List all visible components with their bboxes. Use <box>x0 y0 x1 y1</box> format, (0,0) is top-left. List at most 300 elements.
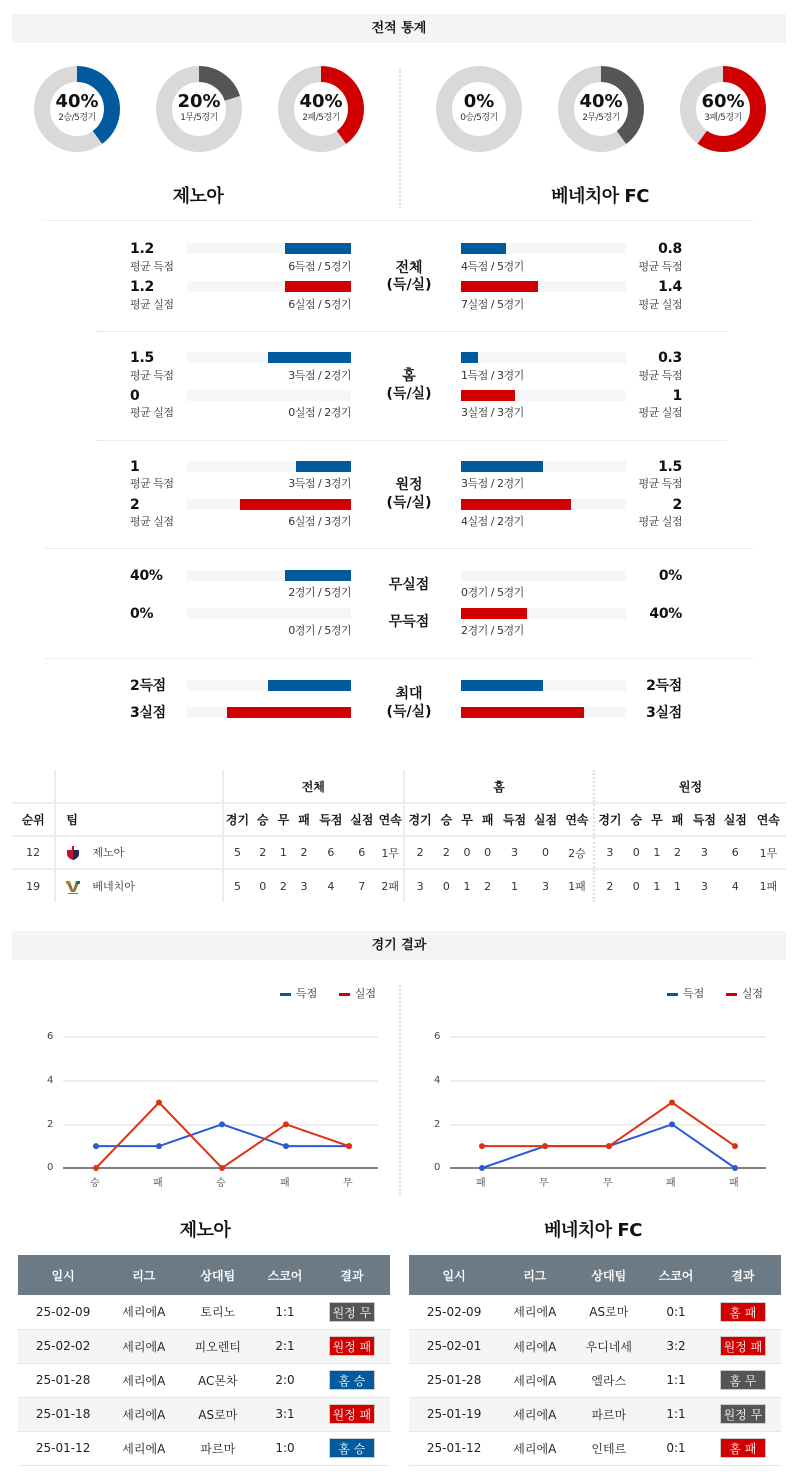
category-label: 최대 <box>395 686 423 702</box>
league: 세리에A <box>499 1397 570 1431</box>
data-point <box>669 1121 675 1127</box>
cell: 3 <box>404 869 435 902</box>
table-row <box>18 1329 390 1363</box>
home-scored-text: 3득점 / 3경기 <box>288 477 351 490</box>
donut-caption: 3패/5경기 <box>704 113 742 123</box>
home-scored-bar <box>268 352 351 363</box>
table-row <box>409 1329 781 1363</box>
y-tick-2: 2 <box>47 1119 54 1130</box>
col-wins: 승 <box>251 803 274 836</box>
category-label: 전체 <box>395 260 423 276</box>
col-rank: 순위 <box>12 803 55 836</box>
home-max-conceded: 3실점 <box>130 705 166 721</box>
score: 0:1 <box>647 1431 705 1465</box>
results-section-header: 경기 결과 <box>12 931 786 960</box>
away-avg-scored: 0.3 <box>658 350 682 366</box>
opponent: 토리노 <box>179 1295 256 1329</box>
away-avg-conceded-label: 평균 실점 <box>638 298 682 311</box>
cell: 1무 <box>377 836 404 869</box>
data-point <box>479 1165 485 1171</box>
home-scored-bar <box>296 461 351 472</box>
home-avg-conceded-label: 평균 실점 <box>130 515 174 528</box>
score: 1:1 <box>647 1397 705 1431</box>
standings-group-header <box>12 770 786 803</box>
away-results-title: 베네치아 FC <box>544 1220 642 1241</box>
away-conceded-text: 4실점 / 2경기 <box>461 515 524 528</box>
standings-table <box>12 770 786 902</box>
home-avg-conceded-label: 평균 실점 <box>130 298 174 311</box>
group-header-away: 원정 <box>594 770 786 803</box>
date: 25-02-09 <box>18 1295 108 1329</box>
data-point <box>346 1143 352 1149</box>
col-date: 일시 <box>18 1255 108 1295</box>
home-avg-conceded: 1.2 <box>130 279 154 295</box>
table-row <box>18 1363 390 1397</box>
table-row <box>12 869 786 902</box>
cell: 0 <box>625 836 648 869</box>
data-point <box>219 1121 225 1127</box>
result-badge: 홈 승 <box>329 1438 375 1458</box>
data-point <box>732 1165 738 1171</box>
divider <box>44 658 754 659</box>
divider <box>96 440 726 441</box>
score: 2:1 <box>256 1329 314 1363</box>
cell: 1무 <box>751 836 786 869</box>
away-max-scored-bar <box>461 680 543 691</box>
home-avg-scored-label: 평균 득점 <box>130 260 174 273</box>
league: 세리에A <box>108 1329 179 1363</box>
opponent: 파르마 <box>179 1431 256 1465</box>
donut-percent: 40% <box>55 91 99 112</box>
data-point <box>732 1143 738 1149</box>
col-score: 스코어 <box>647 1255 705 1295</box>
league: 세리에A <box>108 1295 179 1329</box>
category-label: 홈 <box>402 368 416 384</box>
category-sublabel: (득/실) <box>386 495 432 511</box>
bar-track <box>187 608 351 619</box>
cell: 0 <box>476 836 499 869</box>
y-tick-4: 4 <box>47 1075 54 1086</box>
table-row <box>409 1397 781 1431</box>
away-scored-text: 4득점 / 5경기 <box>461 260 524 273</box>
home-clean-sheet-pct: 40% <box>130 568 163 584</box>
league: 세리에A <box>108 1363 179 1397</box>
home-failed-score-text: 0경기 / 5경기 <box>288 624 351 637</box>
opponent: 파르마 <box>570 1397 647 1431</box>
cell: 0 <box>458 836 477 869</box>
genoa-crest-icon <box>66 845 80 861</box>
cell: 3 <box>300 879 308 893</box>
conceded-line <box>482 1103 735 1147</box>
col-wins: 승 <box>625 803 648 836</box>
opponent: AS로마 <box>179 1397 256 1431</box>
table-row <box>18 1431 390 1465</box>
donut-percent: 40% <box>299 91 343 112</box>
cell: 4 <box>327 879 335 893</box>
data-point <box>219 1165 225 1171</box>
legend-conceded-swatch-icon <box>726 993 737 996</box>
league: 세리에A <box>499 1431 570 1465</box>
data-point <box>93 1143 99 1149</box>
data-point <box>156 1100 162 1106</box>
away-scored-bar <box>461 243 506 254</box>
data-point <box>479 1143 485 1149</box>
results-header-row <box>18 1255 390 1295</box>
col-result: 결과 <box>705 1255 781 1295</box>
cell: 0 <box>442 879 450 893</box>
cell: 6 <box>346 836 377 869</box>
opponent: 인테르 <box>570 1431 647 1465</box>
home-avg-conceded: 0 <box>130 388 140 404</box>
data-point <box>156 1143 162 1149</box>
opponent: 우디네세 <box>570 1329 647 1363</box>
col-losses: 패 <box>666 803 689 836</box>
col-games: 경기 <box>594 803 625 836</box>
y-tick-6: 6 <box>47 1031 54 1042</box>
cell: 2승 <box>561 836 594 869</box>
result-badge: 원정 무 <box>720 1404 766 1424</box>
away-win-donut <box>436 66 522 152</box>
category-label: 원정 <box>395 477 423 493</box>
cell: 1 <box>674 879 682 893</box>
venezia-crest-icon <box>66 879 80 895</box>
away-conceded-bar <box>461 499 571 510</box>
away-scored-bar <box>461 461 543 472</box>
home-conceded-text: 6실점 / 3경기 <box>288 515 351 528</box>
cell: 2패 <box>381 880 399 893</box>
score: 1:0 <box>256 1431 314 1465</box>
cell: 3 <box>499 836 530 869</box>
col-opponent: 상대팀 <box>179 1255 256 1295</box>
date: 25-02-02 <box>18 1329 108 1363</box>
legend-conceded-swatch-icon <box>339 993 350 996</box>
divider <box>44 548 754 549</box>
col-league: 리그 <box>108 1255 179 1295</box>
home-max-scored: 2득점 <box>130 678 166 694</box>
cell: 2 <box>484 879 492 893</box>
y-tick-4: 4 <box>434 1075 441 1086</box>
team-cell <box>55 869 222 902</box>
away-avg-scored: 1.5 <box>658 459 682 475</box>
date: 25-01-28 <box>409 1363 499 1397</box>
away-max-scored: 2득점 <box>646 678 682 694</box>
result-badge: 원정 패 <box>329 1404 375 1424</box>
away-scored-text: 3득점 / 2경기 <box>461 477 524 490</box>
table-row <box>409 1431 781 1465</box>
away-max-conceded: 3실점 <box>646 705 682 721</box>
col-wins: 승 <box>435 803 458 836</box>
home-line-chart <box>0 1020 400 1190</box>
col-games: 경기 <box>404 803 435 836</box>
divider <box>44 220 754 221</box>
x-tick: 패 <box>476 1178 486 1189</box>
category-label-failed-to-score: 무득점 <box>388 614 430 630</box>
home-max-conceded-bar <box>227 707 351 718</box>
result-badge: 원정 무 <box>329 1302 375 1322</box>
donut-caption: 2패/5경기 <box>302 113 340 123</box>
date: 25-02-09 <box>409 1295 499 1329</box>
away-max-conceded-bar <box>461 707 584 718</box>
category-label-clean-sheet: 무실점 <box>388 577 430 593</box>
away-avg-conceded-label: 평균 실점 <box>638 515 682 528</box>
date: 25-02-01 <box>409 1329 499 1363</box>
cell: 1패 <box>759 880 778 893</box>
col-draws: 무 <box>274 803 293 836</box>
rank-cell: 12 <box>12 836 55 869</box>
data-point <box>669 1100 675 1106</box>
away-line-chart <box>400 1020 800 1190</box>
cell: 2 <box>279 879 287 893</box>
home-avg-conceded: 2 <box>130 497 140 513</box>
home-conceded-text: 6실점 / 5경기 <box>288 298 351 311</box>
col-ga: 실점 <box>530 803 561 836</box>
team-cell <box>55 836 222 869</box>
table-row <box>409 1295 781 1329</box>
league: 세리에A <box>499 1329 570 1363</box>
col-ga: 실점 <box>346 803 377 836</box>
away-loss-donut <box>680 66 766 152</box>
standings-column-header <box>12 803 786 836</box>
home-clean-sheet-bar <box>285 570 351 581</box>
chart-legend-away <box>667 985 763 1001</box>
away-avg-conceded: 1 <box>672 388 682 404</box>
cell: 2 <box>594 869 625 902</box>
cell: 1 <box>653 879 661 893</box>
score: 3:2 <box>647 1329 705 1363</box>
cell: 5 <box>223 869 252 902</box>
score: 1:1 <box>647 1363 705 1397</box>
divider <box>96 331 726 332</box>
score: 2:0 <box>256 1363 314 1397</box>
bar-track <box>187 390 351 401</box>
col-streak: 연속 <box>377 803 404 836</box>
home-avg-scored: 1.5 <box>130 350 154 366</box>
opponent: AC몬차 <box>179 1363 256 1397</box>
cell: 3 <box>594 836 625 869</box>
cell: 2 <box>251 836 274 869</box>
date: 25-01-28 <box>18 1363 108 1397</box>
home-results-title: 제노아 <box>179 1220 231 1241</box>
team-name: 베네치아 <box>92 879 135 893</box>
score: 3:1 <box>256 1397 314 1431</box>
away-conceded-text: 7실점 / 5경기 <box>461 298 524 311</box>
league: 세리에A <box>499 1295 570 1329</box>
grid-lines <box>63 1037 378 1168</box>
y-tick-6: 6 <box>434 1031 441 1042</box>
col-draws: 무 <box>648 803 667 836</box>
away-avg-scored-label: 평균 득점 <box>638 477 682 490</box>
y-tick-2: 2 <box>434 1119 441 1130</box>
data-point <box>283 1143 289 1149</box>
cell: 3 <box>541 879 549 893</box>
home-conceded-bar <box>285 281 351 292</box>
cell: 5 <box>223 836 252 869</box>
cell: 4 <box>731 879 739 893</box>
home-conceded-bar <box>240 499 351 510</box>
group-header-total: 전체 <box>223 770 405 803</box>
cell: 1 <box>511 879 518 893</box>
away-avg-conceded-label: 평균 실점 <box>638 406 682 419</box>
col-gf: 득점 <box>689 803 720 836</box>
x-tick: 무 <box>539 1178 549 1189</box>
home-loss-donut <box>278 66 364 152</box>
category-sublabel: (득/실) <box>386 704 432 720</box>
away-conceded-bar <box>461 390 515 401</box>
cell: 1 <box>648 836 667 869</box>
data-point <box>283 1121 289 1127</box>
away-avg-conceded: 1.4 <box>658 279 682 295</box>
col-losses: 패 <box>293 803 316 836</box>
donut-caption: 1무/5경기 <box>180 113 218 123</box>
away-avg-scored-label: 평균 득점 <box>638 260 682 273</box>
team-divider <box>399 68 401 208</box>
cell: 1 <box>274 836 293 869</box>
x-tick: 패 <box>280 1178 290 1189</box>
away-failed-score-bar <box>461 608 527 619</box>
conceded-line <box>96 1103 349 1169</box>
col-result: 결과 <box>314 1255 390 1295</box>
legend-scored: 득점 <box>683 987 705 1000</box>
data-point <box>93 1165 99 1171</box>
result-badge: 원정 패 <box>720 1336 766 1356</box>
donut-caption: 0승/5경기 <box>460 113 498 123</box>
away-clean-sheet-text: 0경기 / 5경기 <box>461 586 524 599</box>
result-badge: 홈 패 <box>720 1438 766 1458</box>
table-row <box>18 1295 390 1329</box>
away-conceded-bar <box>461 281 538 292</box>
y-tick-0: 0 <box>47 1162 54 1173</box>
cell: 0 <box>530 836 561 869</box>
away-failed-score-pct: 40% <box>649 606 682 622</box>
home-team-title: 제노아 <box>172 186 224 207</box>
stats-section-header: 전적 통계 <box>12 14 786 43</box>
donut-caption: 2무/5경기 <box>582 113 620 123</box>
away-avg-conceded: 2 <box>672 497 682 513</box>
col-streak: 연속 <box>751 803 786 836</box>
table-row <box>12 836 786 869</box>
home-avg-scored-label: 평균 득점 <box>130 369 174 382</box>
league: 세리에A <box>499 1363 570 1397</box>
home-avg-scored: 1.2 <box>130 241 154 257</box>
away-failed-score-text: 2경기 / 5경기 <box>461 624 524 637</box>
col-team: 팀 <box>55 803 222 836</box>
cell: 2 <box>666 836 689 869</box>
rank-cell: 19 <box>26 879 41 893</box>
away-results-table <box>409 1255 781 1466</box>
y-tick-0: 0 <box>434 1162 441 1173</box>
home-win-donut <box>34 66 120 152</box>
away-avg-scored-label: 평균 득점 <box>638 369 682 382</box>
cell: 3 <box>700 879 708 893</box>
date: 25-01-12 <box>18 1431 108 1465</box>
cell: 6 <box>720 836 751 869</box>
category-sublabel: (득/실) <box>386 277 432 293</box>
team-name: 제노아 <box>92 846 125 859</box>
table-row <box>18 1397 390 1431</box>
away-avg-scored: 0.8 <box>658 241 682 257</box>
donut-percent: 20% <box>177 91 221 112</box>
away-conceded-text: 3실점 / 3경기 <box>461 406 524 419</box>
opponent: 피오렌티 <box>179 1329 256 1363</box>
cell: 2 <box>293 836 316 869</box>
home-draw-donut <box>156 66 242 152</box>
home-scored-bar <box>285 243 351 254</box>
legend-conceded: 실점 <box>354 987 377 1000</box>
date: 25-01-19 <box>409 1397 499 1431</box>
group-header-home: 홈 <box>404 770 594 803</box>
col-gf: 득점 <box>315 803 346 836</box>
cell: 1 <box>463 879 471 893</box>
col-league: 리그 <box>499 1255 570 1295</box>
cell: 2 <box>404 836 435 869</box>
cell: 2 <box>435 836 458 869</box>
legend-scored-swatch-icon <box>667 993 678 996</box>
home-avg-scored-label: 평균 득점 <box>130 477 174 490</box>
results-header-row <box>409 1255 781 1295</box>
home-avg-scored: 1 <box>130 459 140 475</box>
category-sublabel: (득/실) <box>386 386 432 402</box>
home-scored-text: 3득점 / 2경기 <box>288 369 351 382</box>
away-clean-sheet-pct: 0% <box>658 568 682 584</box>
cell: 1패 <box>568 880 586 893</box>
x-tick: 패 <box>666 1178 676 1189</box>
x-tick: 무 <box>343 1178 353 1189</box>
league: 세리에A <box>108 1431 179 1465</box>
donut-percent: 0% <box>463 91 495 112</box>
donut-percent: 60% <box>701 91 745 112</box>
x-tick: 패 <box>153 1178 163 1189</box>
home-scored-text: 6득점 / 5경기 <box>288 260 351 273</box>
col-streak: 연속 <box>561 803 594 836</box>
table-row <box>409 1363 781 1397</box>
cell: 6 <box>315 836 346 869</box>
col-losses: 패 <box>476 803 499 836</box>
col-gf: 득점 <box>499 803 530 836</box>
home-conceded-text: 0실점 / 2경기 <box>288 406 351 419</box>
result-badge: 홈 무 <box>720 1370 766 1390</box>
data-point <box>606 1143 612 1149</box>
col-ga: 실점 <box>720 803 751 836</box>
opponent: 엘라스 <box>570 1363 647 1397</box>
legend-conceded: 실점 <box>741 987 764 1000</box>
result-badge: 홈 패 <box>720 1302 766 1322</box>
cell: 0 <box>632 879 640 893</box>
away-team-title: 베네치아 FC <box>551 186 649 207</box>
home-max-scored-bar <box>268 680 351 691</box>
home-clean-sheet-text: 2경기 / 5경기 <box>288 586 351 599</box>
col-games: 경기 <box>223 803 252 836</box>
score: 1:1 <box>256 1295 314 1329</box>
x-tick: 무 <box>603 1178 613 1189</box>
x-tick: 승 <box>216 1178 226 1189</box>
league: 세리에A <box>108 1397 179 1431</box>
data-point <box>542 1143 548 1149</box>
legend-scored: 득점 <box>296 987 318 1000</box>
col-draws: 무 <box>458 803 477 836</box>
cell: 3 <box>689 836 720 869</box>
opponent: AS로마 <box>570 1295 647 1329</box>
home-results-table <box>18 1255 390 1466</box>
legend-scored-swatch-icon <box>280 993 291 996</box>
away-scored-text: 1득점 / 3경기 <box>461 369 524 382</box>
date: 25-01-12 <box>409 1431 499 1465</box>
x-tick: 패 <box>729 1178 739 1189</box>
cell: 0 <box>259 879 267 893</box>
result-badge: 홈 승 <box>329 1370 375 1390</box>
col-opponent: 상대팀 <box>570 1255 647 1295</box>
home-avg-conceded-label: 평균 실점 <box>130 406 174 419</box>
donut-caption: 2승/5경기 <box>58 113 96 123</box>
